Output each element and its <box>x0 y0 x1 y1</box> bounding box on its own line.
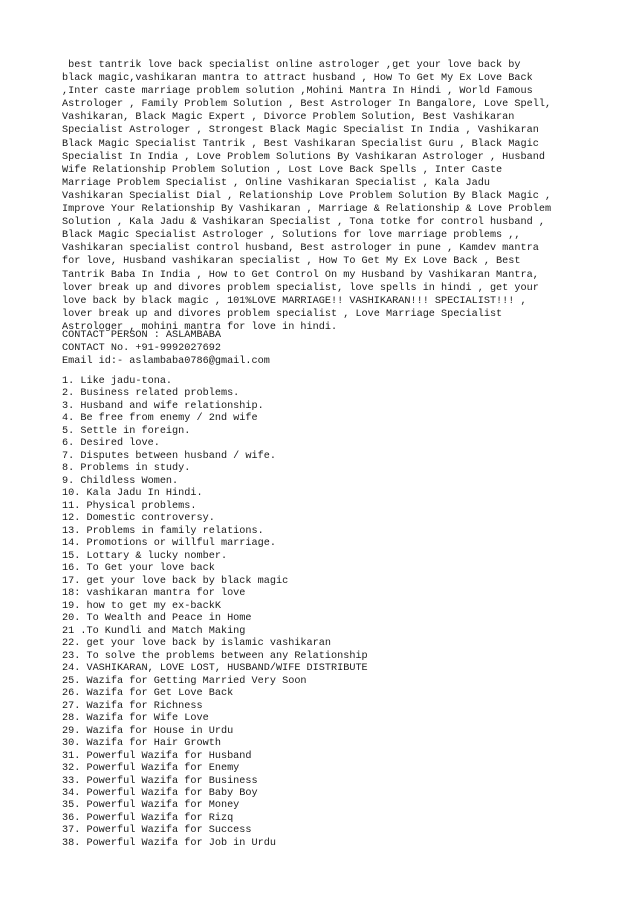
list-item: 31. Powerful Wazifa for Husband <box>62 750 252 762</box>
intro-line: Specialist In India , Love Problem Solutions By Vashikaran Astrologer , Husband <box>62 151 545 163</box>
intro-line: Vashikaran specialist control husband, Best astrologer in pune , Kamdev mantra <box>62 243 539 255</box>
list-item: 21 .To Kundli and Match Making <box>62 625 246 637</box>
intro-line: for love, Husband vashikaran specialist , How To Get My Ex Love Back , Best <box>62 256 521 268</box>
list-item: 12. Domestic controversy. <box>62 513 215 525</box>
list-item: 9. Childless Women. <box>62 475 179 487</box>
list-item: 26. Wazifa for Get Love Back <box>62 688 234 700</box>
list-item: 7. Disputes between husband / wife. <box>62 450 276 462</box>
list-item: 17. get your love back by black magic <box>62 575 289 587</box>
list-item: 18: vashikaran mantra for love <box>62 588 246 600</box>
list-item: 35. Powerful Wazifa for Money <box>62 800 240 812</box>
intro-line: black magic,vashikaran mantra to attract husband , How To Get My Ex Love Back <box>62 73 533 85</box>
contact-email: Email id:- aslambaba0786@gmail.com <box>62 356 270 368</box>
list-item: 32. Powerful Wazifa for Enemy <box>62 763 240 775</box>
list-item: 38. Powerful Wazifa for Job in Urdu <box>62 837 276 849</box>
list-item: 8. Problems in study. <box>62 463 191 475</box>
list-item: 15. Lottary & lucky nomber. <box>62 550 228 562</box>
list-item: 22. get your love back by islamic vashikaran <box>62 638 331 650</box>
intro-line: Improve Your Relationship By Vashikaran , Marriage & Relationship & Love Problem <box>62 204 552 216</box>
contact-person: CONTACT PERSON : ASLAMBABA <box>62 330 221 341</box>
list-item: 19. how to get my ex-backK <box>62 600 221 612</box>
list-item: 10. Kala Jadu In Hindi. <box>62 488 203 500</box>
intro-line: Astrologer , Family Problem Solution , Best Astrologer In Bangalore, Love Spell, <box>62 99 552 111</box>
list-item: 28. Wazifa for Wife Love <box>62 713 209 725</box>
list-item: 33. Powerful Wazifa for Business <box>62 775 258 787</box>
intro-line: Solution , Kala Jadu & Vashikaran Specialist , Tona totke for control husband , <box>62 217 545 229</box>
intro-line: Astrologer , mohini mantra for love in hindi. <box>62 321 338 333</box>
list-item: 27. Wazifa for Richness <box>62 700 203 712</box>
intro-line: best tantrik love back specialist online astrologer ,get your love back by <box>62 60 521 71</box>
list-item: 16. To Get your love back <box>62 563 215 575</box>
intro-line: Vashikaran, Black Magic Expert , Divorce Problem Solution, Best Vashikaran <box>62 112 515 124</box>
intro-line: Black Magic Specialist Tantrik , Best Vashikaran Specialist Guru , Black Magic <box>62 138 539 150</box>
contact-number: CONTACT No. +91-9992027692 <box>62 343 221 355</box>
list-item: 23. To solve the problems between any Relationship <box>62 650 368 662</box>
list-item: 11. Physical problems. <box>62 500 197 512</box>
list-item: 37. Powerful Wazifa for Success <box>62 825 252 837</box>
list-item: 3. Husband and wife relationship. <box>62 400 264 412</box>
list-item: 34. Powerful Wazifa for Baby Boy <box>62 787 258 799</box>
list-item: 4. Be free from enemy / 2nd wife <box>62 413 258 425</box>
intro-line: Marriage Problem Specialist , Online Vashikaran Specialist , Kala Jadu <box>62 177 490 189</box>
intro-paragraph <box>62 59 551 334</box>
list-item: 36. Powerful Wazifa for Rizq <box>62 812 234 824</box>
services-list <box>62 376 368 850</box>
intro-line: ,Inter caste marriage problem solution ,Mohini Mantra In Hindi , World Famous <box>62 86 533 98</box>
intro-line: lover break up and divores problem specialist , Love Marriage Specialist <box>62 308 503 320</box>
intro-line: Specialist Astrologer , Strongest Black Magic Specialist In India , Vashikaran <box>62 125 539 137</box>
list-item: 13. Problems in family relations. <box>62 525 264 537</box>
list-item: 2. Business related problems. <box>62 388 240 400</box>
list-item: 24. VASHIKARAN, LOVE LOST, HUSBAND/WIFE DISTRIBUTE <box>62 663 368 675</box>
intro-line: Tantrik Baba In India , How to Get Control On my Husband by Vashikaran Mantra, <box>62 269 539 281</box>
intro-line: Black Magic Specialist Astrologer , Solutions for love marriage problems ,, <box>62 230 521 242</box>
list-item: 6. Desired love. <box>62 438 160 450</box>
list-item: 5. Settle in foreign. <box>62 425 191 437</box>
list-item: 30. Wazifa for Hair Growth <box>62 738 221 750</box>
intro-line: lover break up and divores problem specialist, love spells in hindi , get your <box>62 282 539 294</box>
list-item: 20. To Wealth and Peace in Home <box>62 613 252 625</box>
intro-line: love back by black magic , 101%LOVE MARRIAGE!! VASHIKARAN!!! SPECIALIST!!! , <box>62 295 527 307</box>
intro-line: Wife Relationship Problem Solution , Lost Love Back Spells , Inter Caste <box>62 164 503 176</box>
list-item: 1. Like jadu-tona. <box>62 376 173 387</box>
intro-line: Vashikaran Specialist Dial , Relationship Love Problem Solution By Black Magic , <box>62 190 552 202</box>
contact-block <box>62 329 270 368</box>
list-item: 29. Wazifa for House in Urdu <box>62 725 234 737</box>
list-item: 14. Promotions or willful marriage. <box>62 538 276 550</box>
list-item: 25. Wazifa for Getting Married Very Soon <box>62 675 307 687</box>
